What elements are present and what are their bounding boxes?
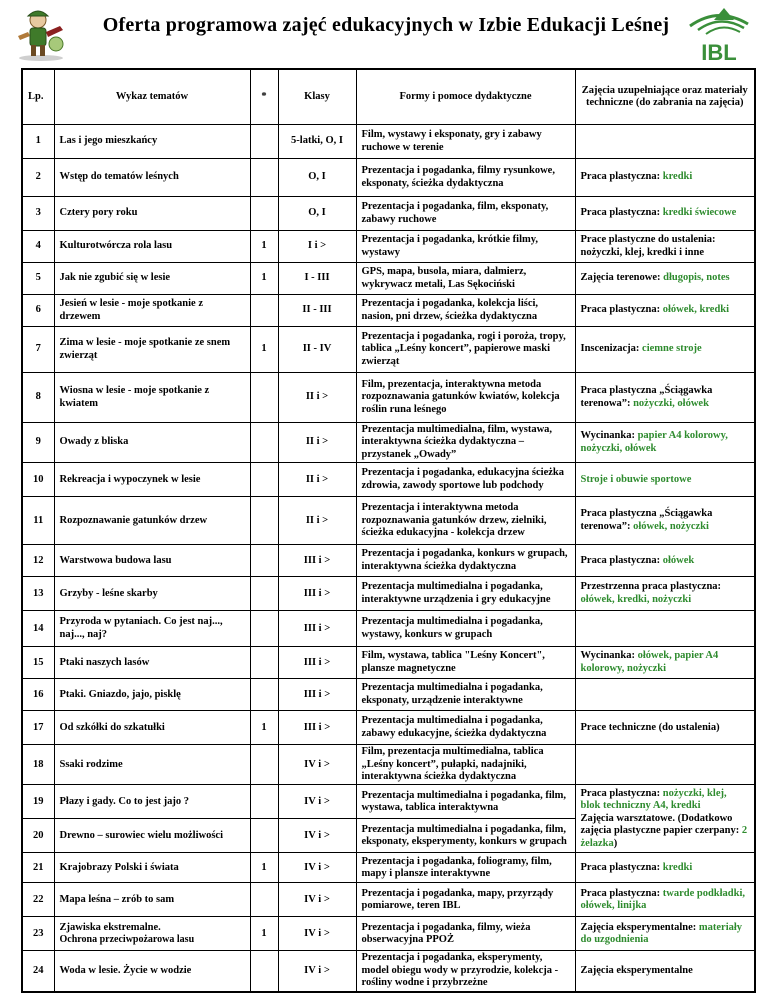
row-star: 1	[250, 711, 278, 745]
extra-material-highlight: ołówek, kredki	[662, 304, 730, 316]
header-forms: Formy i pomoce dydaktyczne	[356, 69, 575, 125]
row-forms: Film, wystawa, tablica "Leśny Koncert", plansze magnetyczne	[356, 647, 575, 679]
row-topic-text: Ptaki naszych lasów	[59, 656, 150, 668]
row-topic	[54, 853, 250, 883]
row-classes: O, I	[278, 197, 356, 231]
row-star	[250, 423, 278, 463]
extra-text: Praca plastyczna:	[580, 207, 663, 219]
table-row	[22, 951, 755, 992]
row-star	[250, 497, 278, 545]
row-number: 1	[22, 125, 54, 159]
row-number: 20	[22, 819, 54, 853]
ibl-logo-text: IBL	[701, 40, 737, 65]
row-topic	[54, 883, 250, 917]
table-row	[22, 577, 755, 611]
row-classes: III i >	[278, 545, 356, 577]
table-row	[22, 497, 755, 545]
row-extra	[575, 611, 755, 647]
extra-material-highlight: nożyczki, klej, blok techniczny A4, kredki	[580, 787, 727, 812]
extra-text: Praca plastyczna:	[580, 861, 663, 873]
extra-material-highlight: kredki	[662, 861, 693, 873]
header-extra: Zajęcia uzupełniające oraz materiały techniczne (do zabrania na zajęcia)	[575, 69, 755, 125]
row-forms: Film, wystawy i eksponaty, gry i zabawy ruchowe w terenie	[356, 125, 575, 159]
row-topic	[54, 711, 250, 745]
row-topic-text: Przyroda w pytaniach. Co jest naj..., naj..., naj?	[59, 616, 223, 640]
row-topic	[54, 125, 250, 159]
row-topic	[54, 231, 250, 263]
row-star	[250, 577, 278, 611]
extra-material-highlight: papier A4 kolorowy, nożyczki, ołówek	[580, 430, 728, 454]
extra-text: Przestrzenna praca plastyczna:	[580, 581, 722, 593]
row-classes: IV i >	[278, 917, 356, 951]
row-star: 1	[250, 231, 278, 263]
row-forms: Prezentacja multimedialna, film, wystawa, interaktywna ścieżka dydaktyczna – przystanek „Owady”	[356, 423, 575, 463]
row-topic	[54, 463, 250, 497]
extra-material-highlight: materiały do uzgodnienia	[580, 921, 743, 945]
table-row	[22, 423, 755, 463]
row-classes: III i >	[278, 711, 356, 745]
row-forms: Prezentacja i pogadanka, foliogramy, film, mapy i plansze interaktywne	[356, 853, 575, 883]
row-star	[250, 545, 278, 577]
row-topic	[54, 295, 250, 327]
extra-text: Zajęcia eksperymentalne:	[580, 921, 699, 933]
page-header	[0, 0, 768, 68]
row-number: 19	[22, 785, 54, 819]
row-number: 6	[22, 295, 54, 327]
extra-text: Prace techniczne (do ustalenia)	[580, 721, 720, 733]
row-extra	[575, 853, 755, 883]
row-extra	[575, 647, 755, 679]
row-topic	[54, 423, 250, 463]
row-number: 22	[22, 883, 54, 917]
row-topic	[54, 785, 250, 819]
row-star	[250, 647, 278, 679]
row-topic-text: Las i jego mieszkańcy	[59, 135, 158, 147]
row-star	[250, 819, 278, 853]
row-number: 8	[22, 373, 54, 423]
table-row	[22, 463, 755, 497]
row-number: 7	[22, 327, 54, 373]
row-number: 2	[22, 159, 54, 197]
row-topic-text: Ptaki. Gniazdo, jajo, pisklę	[59, 688, 181, 700]
row-number: 24	[22, 951, 54, 992]
extra-text: Wycinanka:	[580, 650, 638, 662]
table-row	[22, 545, 755, 577]
row-extra	[575, 679, 755, 711]
row-classes: IV i >	[278, 883, 356, 917]
row-star: 1	[250, 327, 278, 373]
row-classes: II i >	[278, 373, 356, 423]
row-number: 15	[22, 647, 54, 679]
row-topic-text: Mapa leśna – zrób to sam	[59, 893, 175, 905]
header-lp: Lp.	[22, 69, 54, 125]
row-topic-text: Drewno – surowiec wielu możliwości	[59, 829, 224, 841]
extra-material-highlight: długopis, notes	[663, 272, 730, 284]
row-forms: Prezentacja i pogadanka, konkurs w grupach, interaktywna ścieżka dydaktyczna	[356, 545, 575, 577]
row-forms: Prezentacja multimedialna i pogadanka, wystawy, konkurs w grupach	[356, 611, 575, 647]
row-star	[250, 785, 278, 819]
row-extra	[575, 951, 755, 992]
row-star	[250, 197, 278, 231]
row-number: 23	[22, 917, 54, 951]
row-topic	[54, 373, 250, 423]
row-topic-text: Warstwowa budowa lasu	[59, 554, 172, 566]
row-forms: Prezentacja i interaktywna metoda rozpoznawania gatunków drzew, zielniki, ścieżka edukacyjna - kolekcja drzew	[356, 497, 575, 545]
table-row	[22, 327, 755, 373]
row-topic-text: Kulturotwórcza rola lasu	[59, 240, 173, 252]
row-topic-text: Krajobrazy Polski i świata	[59, 861, 179, 873]
extra-text: Praca plastyczna:	[580, 171, 663, 183]
extra-text: Praca plastyczna:	[580, 554, 663, 566]
row-forms: Prezentacja i pogadanka, filmy rysunkowe, eksponaty, ścieżka dydaktyczna	[356, 159, 575, 197]
row-topic	[54, 327, 250, 373]
extra-text: Inscenizacja:	[580, 343, 643, 355]
row-forms: Film, prezentacja, interaktywna metoda rozpoznawania gatunków kwiatów, kolekcja roślin runa leśnego	[356, 373, 575, 423]
page-title: Oferta programowa zajęć edukacyjnych w Izbie Edukacji Leśnej	[102, 14, 670, 36]
row-topic	[54, 577, 250, 611]
row-topic-text: Płazy i gady. Co to jest jajo ?	[59, 795, 189, 807]
row-classes: 5-latki, O, I	[278, 125, 356, 159]
row-number: 12	[22, 545, 54, 577]
row-topic	[54, 611, 250, 647]
header-topics: Wykaz tematów	[54, 69, 250, 125]
row-classes: II i >	[278, 497, 356, 545]
table-row	[22, 679, 755, 711]
row-extra	[575, 917, 755, 951]
row-star	[250, 883, 278, 917]
row-forms: Prezentacja multimedialna i pogadanka, interaktywne urządzenia i gry edukacyjne	[356, 577, 575, 611]
row-star	[250, 611, 278, 647]
row-extra	[575, 883, 755, 917]
row-classes: IV i >	[278, 785, 356, 819]
row-number: 5	[22, 263, 54, 295]
row-topic	[54, 679, 250, 711]
table-row	[22, 611, 755, 647]
row-topic-text: Zjawiska ekstremalne.	[59, 921, 161, 933]
row-star	[250, 745, 278, 785]
table-body	[22, 125, 755, 992]
row-topic	[54, 545, 250, 577]
table-row	[22, 711, 755, 745]
extra-material-highlight: ciemne stroje	[642, 343, 702, 355]
row-topic-text: Od szkółki do szkatułki	[59, 721, 165, 733]
table-row	[22, 373, 755, 423]
row-star: 1	[250, 263, 278, 295]
ibl-logo	[684, 4, 754, 66]
extra-material-highlight: twarde podkładki, ołówek, linijka	[580, 887, 746, 911]
row-topic-text: Rekreacja i wypoczynek w lesie	[59, 473, 201, 485]
row-star	[250, 463, 278, 497]
row-topic-text: Grzyby - leśne skarby	[59, 587, 158, 599]
row-topic	[54, 263, 250, 295]
row-forms: Prezentacja multimedialna i pogadanka, zabawy edukacyjne, ścieżka dydaktyczna	[356, 711, 575, 745]
header-star: *	[250, 69, 278, 125]
row-topic-text: Jak nie zgubić się w lesie	[59, 272, 171, 284]
extra-text: Praca plastyczna:	[580, 887, 663, 899]
table-row	[22, 263, 755, 295]
row-forms: Prezentacja i pogadanka, mapy, przyrządy pomiarowe, teren IBL	[356, 883, 575, 917]
row-extra	[575, 545, 755, 577]
row-extra	[575, 263, 755, 295]
row-number: 14	[22, 611, 54, 647]
row-topic-text: Cztery pory roku	[59, 207, 138, 219]
extra-material-highlight: Stroje i obuwie sportowe	[580, 473, 692, 485]
row-classes: I i >	[278, 231, 356, 263]
extra-text: Zajęcia eksperymentalne	[580, 964, 693, 976]
row-classes: IV i >	[278, 819, 356, 853]
row-star	[250, 295, 278, 327]
row-forms: Prezentacja multimedialna i pogadanka, film, eksponaty, eksperymenty, konkurs w grupach	[356, 819, 575, 853]
row-extra	[575, 463, 755, 497]
row-classes: IV i >	[278, 853, 356, 883]
row-extra	[575, 373, 755, 423]
extra-text: Praca plastyczna:	[580, 787, 663, 799]
table-row	[22, 197, 755, 231]
extra-material-highlight: ołówek, papier A4 kolorowy, nożyczki	[580, 650, 719, 674]
row-forms: Prezentacja multimedialna i pogadanka, eksponaty, urządzenie interaktywne	[356, 679, 575, 711]
extra-text: Zajęcia warsztatowe. (Dodatkowo zajęcia plastyczne papier czerpany:	[580, 812, 742, 837]
row-topic-text: Jesień w lesie - moje spotkanie z drzewem	[59, 298, 203, 322]
forester-mascot-logo	[8, 6, 74, 62]
table-row	[22, 745, 755, 785]
row-classes: IV i >	[278, 951, 356, 992]
row-topic-text: Rozpoznawanie gatunków drzew	[59, 514, 208, 526]
row-star	[250, 951, 278, 992]
row-classes: III i >	[278, 647, 356, 679]
row-topic-text: Zima w lesie - moje spotkanie ze snem zwierząt	[59, 337, 231, 361]
extra-text: Praca plastyczna:	[580, 304, 663, 316]
row-forms: GPS, mapa, busola, miara, dalmierz, wykrywacz metali, Las Sękociński	[356, 263, 575, 295]
row-classes: I - III	[278, 263, 356, 295]
table-row	[22, 785, 755, 819]
table-row	[22, 647, 755, 679]
row-forms: Prezentacja i pogadanka, film, eksponaty, zabawy ruchowe	[356, 197, 575, 231]
row-extra-merged	[575, 785, 755, 853]
row-star	[250, 159, 278, 197]
row-topic	[54, 819, 250, 853]
extra-text: Praca plastyczna „Ściągawka terenowa”:	[580, 385, 713, 409]
row-classes: III i >	[278, 577, 356, 611]
row-number: 21	[22, 853, 54, 883]
header-classes: Klasy	[278, 69, 356, 125]
row-topic-text: Wstęp do tematów leśnych	[59, 171, 179, 183]
program-table	[21, 68, 756, 993]
row-classes: II - III	[278, 295, 356, 327]
row-number: 16	[22, 679, 54, 711]
row-forms: Prezentacja i pogadanka, edukacyjna ścieżka zdrowia, zawody sportowe lub podchody	[356, 463, 575, 497]
extra-text: )	[613, 837, 618, 849]
row-topic-text: Woda w lesie. Życie w wodzie	[59, 964, 192, 976]
row-extra	[575, 711, 755, 745]
row-topic-text: Ssaki rodzime	[59, 758, 123, 770]
row-extra	[575, 125, 755, 159]
table-row	[22, 917, 755, 951]
row-topic-text: Owady z bliska	[59, 436, 129, 448]
row-extra	[575, 295, 755, 327]
row-topic	[54, 951, 250, 992]
row-topic	[54, 647, 250, 679]
extra-material-highlight: kredki	[662, 171, 693, 183]
row-extra	[575, 423, 755, 463]
row-forms: Film, prezentacja multimedialna, tablica „Leśny koncert”, pułapki, nadajniki, interaktywna ścieżka dydaktyczna	[356, 745, 575, 785]
row-classes: II i >	[278, 423, 356, 463]
row-topic	[54, 917, 250, 951]
row-number: 10	[22, 463, 54, 497]
row-forms: Prezentacja i pogadanka, eksperymenty, model obiegu wody w przyrodzie, kolekcja - rośliny wodne i przybrzeżne	[356, 951, 575, 992]
extra-text: Wycinanka:	[580, 430, 638, 442]
row-topic-subtext: Ochrona przeciwpożarowa lasu	[59, 933, 195, 945]
extra-material-highlight: 2 żelazka	[580, 825, 748, 849]
row-forms: Prezentacja i pogadanka, krótkie filmy, wystawy	[356, 231, 575, 263]
extra-text: Zajęcia terenowe:	[580, 272, 664, 284]
row-extra	[575, 159, 755, 197]
row-topic	[54, 497, 250, 545]
row-number: 11	[22, 497, 54, 545]
table-row	[22, 231, 755, 263]
row-forms: Prezentacja multimedialna i pogadanka, film, wystawa, tablica interaktywna	[356, 785, 575, 819]
row-star	[250, 125, 278, 159]
row-forms: Prezentacja i pogadanka, filmy, wieża obserwacyjna PPOŻ	[356, 917, 575, 951]
row-extra	[575, 327, 755, 373]
row-forms: Prezentacja i pogadanka, kolekcja liści, nasion, pni drzew, ścieżka dydaktyczna	[356, 295, 575, 327]
table-row	[22, 853, 755, 883]
row-number: 4	[22, 231, 54, 263]
row-classes: IV i >	[278, 745, 356, 785]
table-row	[22, 883, 755, 917]
row-topic	[54, 197, 250, 231]
row-number: 18	[22, 745, 54, 785]
extra-text: Prace plastyczne do ustalenia: nożyczki, klej, kredki i inne	[580, 234, 716, 258]
row-star	[250, 373, 278, 423]
row-number: 3	[22, 197, 54, 231]
extra-text: Praca plastyczna „Ściągawka terenowa”:	[580, 508, 713, 532]
extra-material-highlight: ołówek, nożyczki	[633, 520, 709, 532]
row-topic	[54, 159, 250, 197]
row-topic-text: Wiosna w lesie - moje spotkanie z kwiatem	[59, 385, 210, 409]
row-star: 1	[250, 853, 278, 883]
row-extra	[575, 497, 755, 545]
row-classes: O, I	[278, 159, 356, 197]
row-number: 9	[22, 423, 54, 463]
extra-material-highlight: kredki świecowe	[662, 207, 737, 219]
row-extra	[575, 577, 755, 611]
table-row	[22, 125, 755, 159]
row-extra	[575, 197, 755, 231]
extra-material-highlight: nożyczki, ołówek	[633, 397, 709, 409]
extra-material-highlight: ołówek, kredki, nożyczki	[580, 593, 692, 605]
row-star: 1	[250, 917, 278, 951]
row-number: 17	[22, 711, 54, 745]
table-row	[22, 159, 755, 197]
row-classes: III i >	[278, 679, 356, 711]
table-row	[22, 295, 755, 327]
row-number: 13	[22, 577, 54, 611]
row-extra	[575, 745, 755, 785]
row-classes: II - IV	[278, 327, 356, 373]
row-classes: III i >	[278, 611, 356, 647]
table-header-row	[22, 69, 755, 125]
row-topic	[54, 745, 250, 785]
row-star	[250, 679, 278, 711]
row-extra	[575, 231, 755, 263]
row-forms: Prezentacja i pogadanka, rogi i poroża, tropy, tablica „Leśny koncert”, papierowe maski zwierząt	[356, 327, 575, 373]
row-classes: II i >	[278, 463, 356, 497]
extra-material-highlight: ołówek	[662, 554, 695, 566]
